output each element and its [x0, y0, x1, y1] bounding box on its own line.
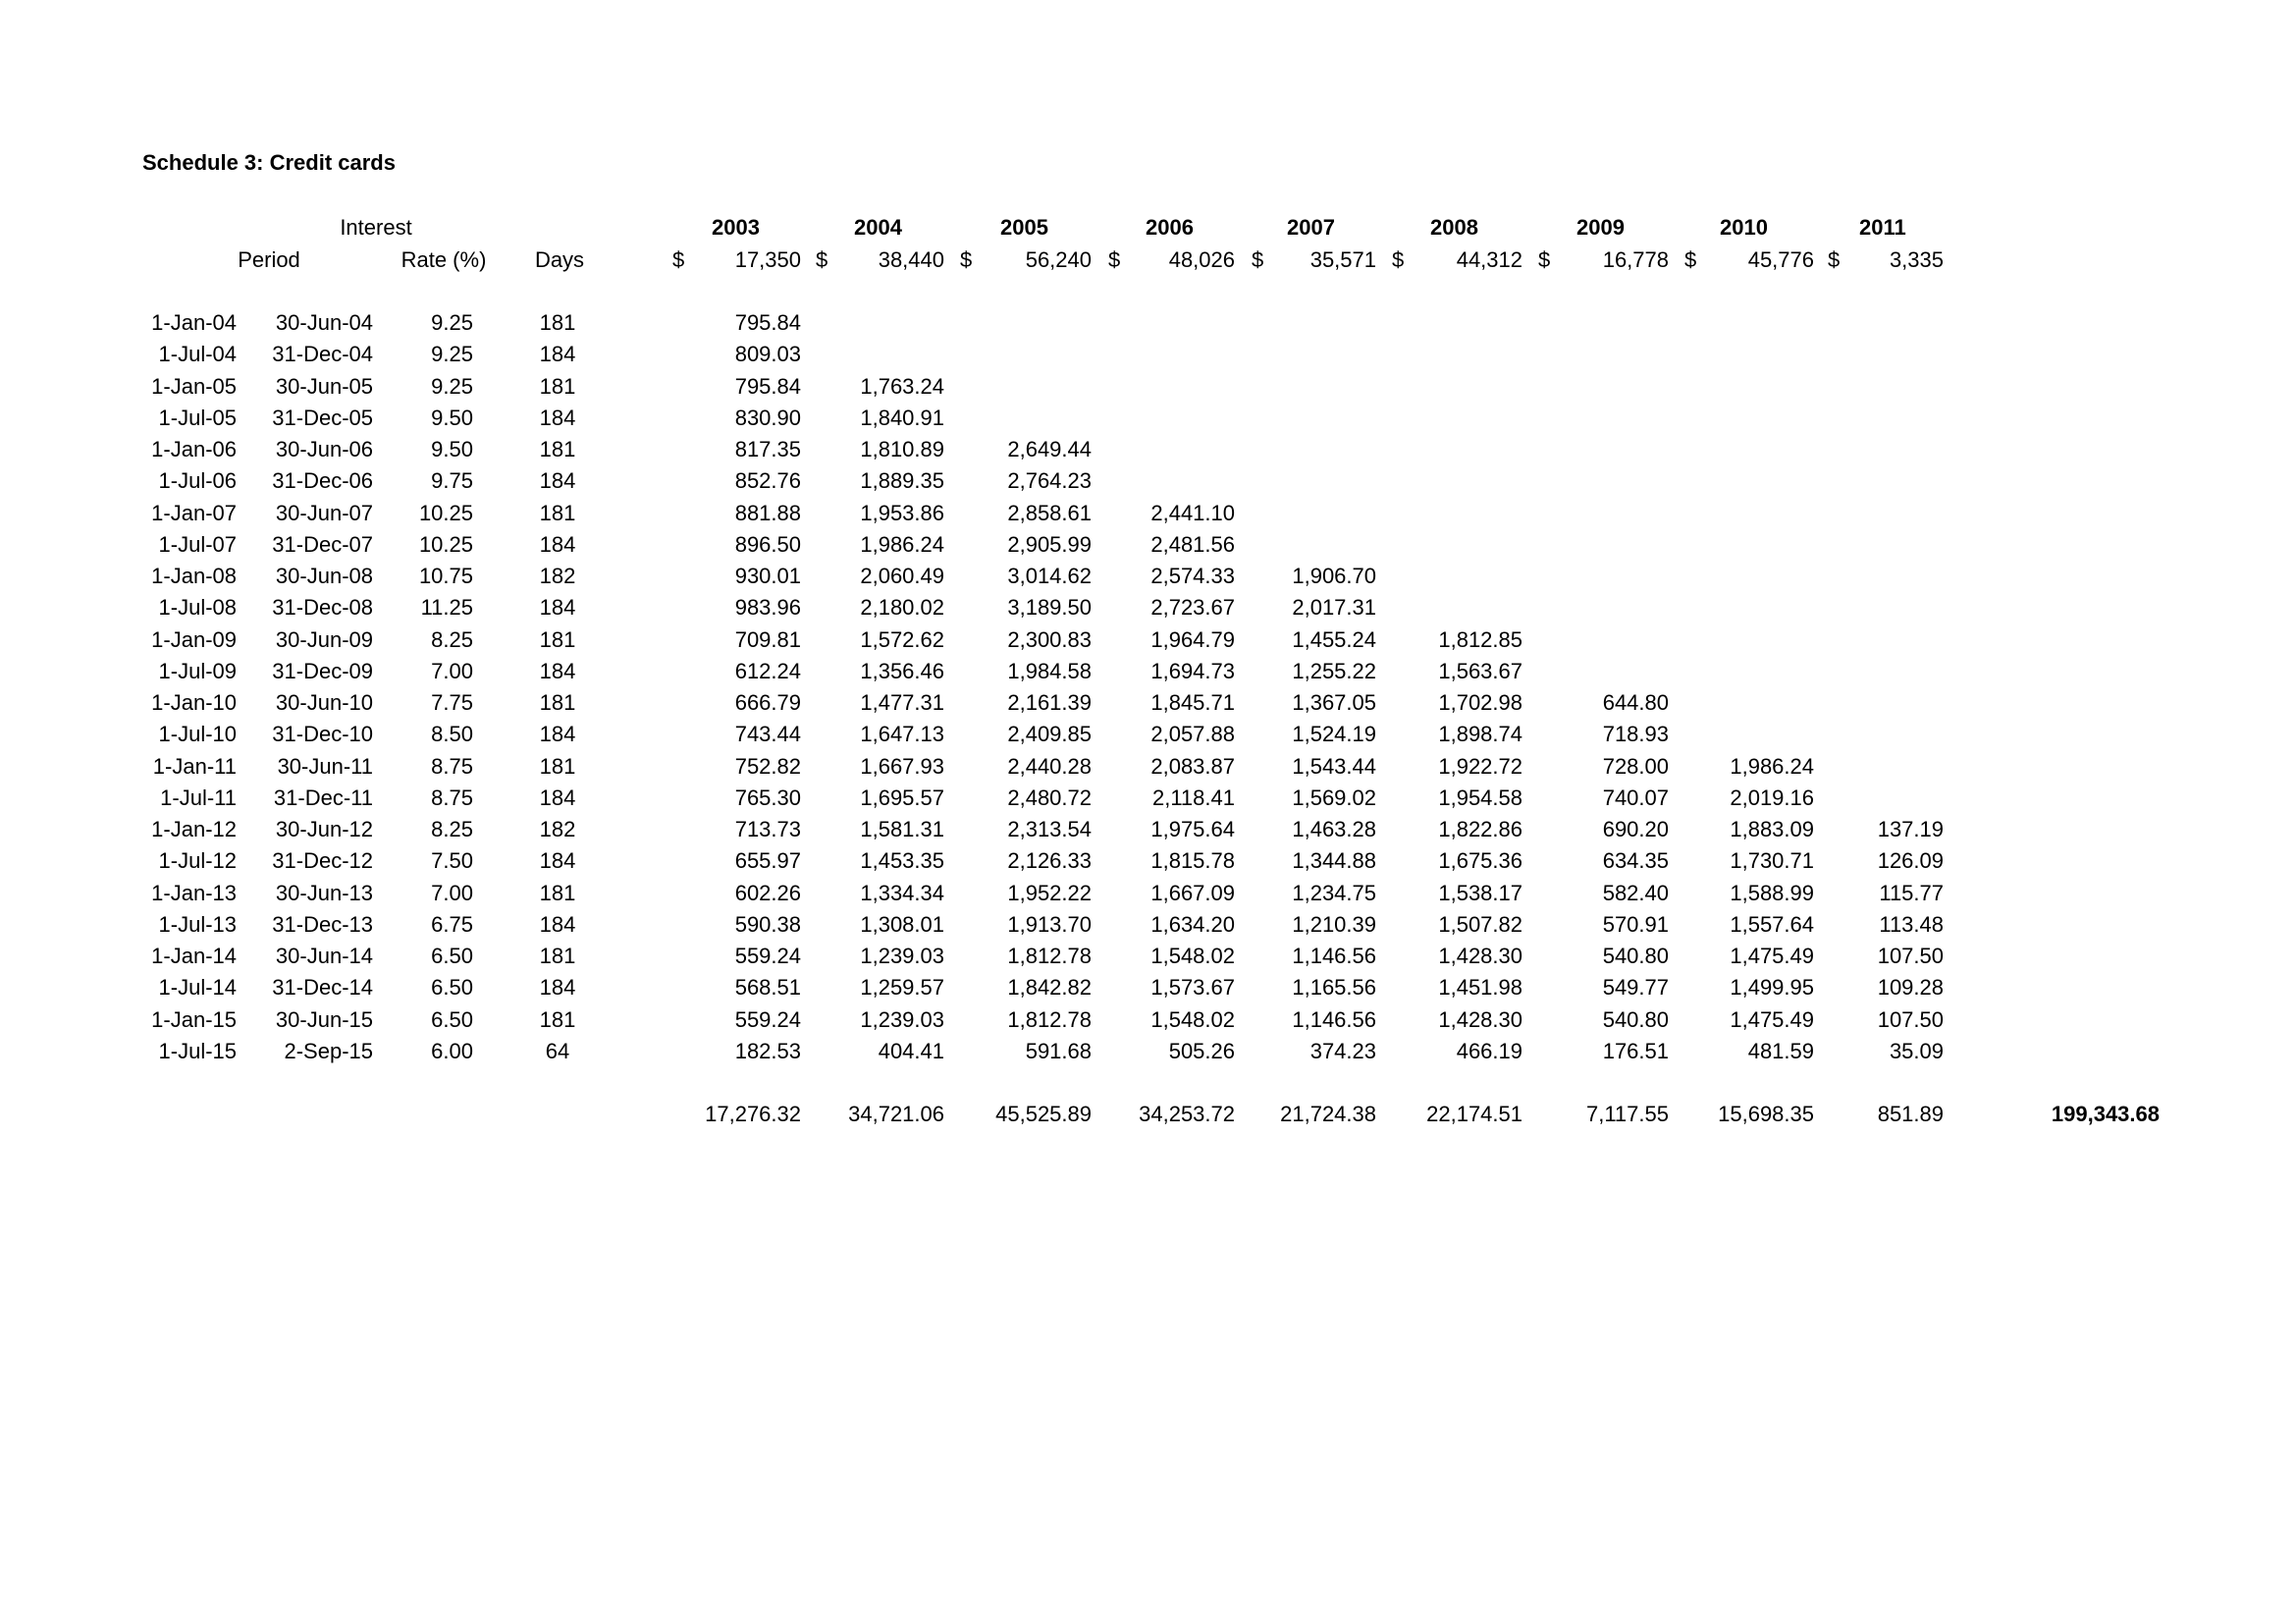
interest-value: 568.51: [734, 975, 801, 1001]
period-start-date: 1-Jul-14: [158, 975, 237, 1001]
days-count: 181: [539, 626, 576, 652]
period-start-date: 1-Jan-05: [151, 373, 237, 399]
interest-value: 602.26: [734, 880, 801, 905]
interest-value: 1,367.05: [1292, 690, 1376, 715]
interest-value: 830.90: [734, 405, 801, 430]
interest-value: 1,524.19: [1292, 722, 1376, 747]
interest-value: 1,308.01: [860, 911, 944, 937]
interest-value: 1,548.02: [1150, 1006, 1235, 1032]
interest-value: 1,695.57: [860, 785, 944, 810]
days-count: 181: [539, 1006, 576, 1032]
interest-value: 1,588.99: [1730, 880, 1814, 905]
currency-symbol: $: [960, 247, 973, 272]
interest-value: 1,572.62: [860, 626, 944, 652]
interest-value: 107.50: [1877, 944, 1944, 968]
interest-value: 718.93: [1602, 722, 1669, 747]
interest-value: 740.07: [1602, 785, 1669, 810]
period-start-date: 1-Jan-15: [151, 1006, 237, 1032]
interest-value: 809.03: [734, 342, 801, 367]
interest-value: 1,356.46: [860, 658, 944, 683]
period-end-date: 31-Dec-05: [272, 405, 373, 430]
interest-rate: 10.25: [418, 531, 473, 557]
interest-value: 1,812.78: [1007, 944, 1092, 968]
principal-amount: 45,776: [1747, 247, 1814, 272]
period-start-date: 1-Jul-05: [158, 405, 237, 430]
days-count: 182: [539, 817, 576, 841]
interest-value: 930.01: [734, 564, 801, 588]
interest-value: 2,574.33: [1150, 564, 1235, 588]
column-total: 17,276.32: [705, 1102, 801, 1126]
interest-value: 1,667.93: [860, 753, 944, 779]
interest-value: 690.20: [1602, 817, 1669, 841]
interest-rate: 8.75: [431, 753, 473, 779]
interest-value: 591.68: [1025, 1038, 1092, 1063]
year-header: 2004: [854, 215, 902, 240]
period-start-date: 1-Jan-12: [151, 817, 237, 841]
period-end-date: 30-Jun-06: [275, 437, 373, 461]
days-count: 184: [539, 848, 576, 874]
interest-value: 1,557.64: [1730, 911, 1814, 937]
interest-value: 126.09: [1877, 848, 1944, 874]
currency-symbol: $: [816, 247, 828, 272]
interest-value: 1,954.58: [1438, 785, 1522, 810]
interest-rate: 6.50: [431, 1006, 473, 1032]
interest-value: 540.80: [1602, 1006, 1669, 1032]
interest-value: 466.19: [1456, 1038, 1522, 1063]
interest-value: 655.97: [734, 848, 801, 874]
interest-value: 1,815.78: [1150, 848, 1235, 874]
interest-value: 1,953.86: [860, 500, 944, 525]
year-header: 2010: [1720, 215, 1768, 240]
period-end-date: 2-Sep-15: [284, 1038, 373, 1063]
days-count: 181: [539, 880, 576, 905]
period-header: Period: [238, 247, 300, 272]
days-count: 184: [539, 468, 576, 494]
interest-value: 2,019.16: [1730, 785, 1814, 810]
interest-rate: 10.75: [418, 564, 473, 588]
interest-rate: 7.00: [431, 880, 473, 905]
column-total: 7,117.55: [1585, 1102, 1669, 1126]
interest-value: 896.50: [734, 531, 801, 557]
days-header: Days: [534, 247, 585, 272]
period-end-date: 30-Jun-15: [275, 1006, 373, 1032]
interest-value: 1,647.13: [860, 722, 944, 747]
period-start-date: 1-Jan-09: [151, 626, 237, 652]
period-end-date: 31-Dec-09: [272, 658, 373, 683]
period-start-date: 1-Jul-10: [158, 722, 237, 747]
interest-rate: 11.25: [420, 595, 473, 621]
interest-value: 1,842.82: [1007, 975, 1092, 1001]
interest-value: 1,812.78: [1007, 1006, 1092, 1032]
interest-value: 2,764.23: [1007, 468, 1092, 494]
interest-value: 1,975.64: [1150, 817, 1235, 841]
interest-rate: 6.50: [431, 975, 473, 1001]
interest-value: 1,538.17: [1438, 880, 1522, 905]
interest-rate: 9.75: [431, 468, 473, 494]
period-start-date: 1-Jul-09: [158, 658, 237, 683]
interest-value: 2,180.02: [860, 595, 944, 621]
interest-value: 549.77: [1602, 975, 1669, 1001]
interest-rate: 9.50: [431, 437, 473, 461]
interest-value: 2,723.67: [1150, 595, 1235, 621]
interest-value: 1,563.67: [1438, 658, 1522, 683]
interest-value: 817.35: [734, 437, 801, 461]
period-start-date: 1-Jan-04: [151, 310, 237, 335]
interest-rate: 7.00: [431, 658, 473, 683]
interest-value: 983.96: [734, 595, 801, 621]
interest-value: 1,581.31: [860, 817, 944, 841]
interest-value: 2,440.28: [1007, 753, 1092, 779]
interest-value: 1,428.30: [1438, 944, 1522, 968]
period-start-date: 1-Jan-08: [151, 564, 237, 588]
days-count: 181: [539, 310, 576, 335]
interest-value: 2,161.39: [1007, 690, 1092, 715]
interest-value: 374.23: [1309, 1038, 1376, 1063]
interest-value: 795.84: [734, 373, 801, 399]
interest-value: 644.80: [1602, 690, 1669, 715]
interest-value: 852.76: [734, 468, 801, 494]
interest-value: 1,952.22: [1007, 880, 1092, 905]
days-count: 181: [539, 437, 576, 461]
interest-value: 728.00: [1602, 753, 1669, 779]
days-count: 184: [539, 722, 576, 747]
interest-value: 713.73: [734, 817, 801, 841]
interest-value: 1,475.49: [1730, 1006, 1814, 1032]
currency-symbol: $: [1684, 247, 1697, 272]
period-end-date: 30-Jun-11: [277, 753, 373, 779]
period-start-date: 1-Jul-13: [158, 911, 237, 937]
principal-amount: 44,312: [1456, 247, 1522, 272]
interest-rate: 9.50: [431, 405, 473, 430]
interest-value: 765.30: [734, 785, 801, 810]
interest-value: 505.26: [1168, 1038, 1235, 1063]
period-start-date: 1-Jul-11: [160, 785, 237, 810]
year-header: 2011: [1859, 215, 1906, 240]
interest-value: 540.80: [1602, 944, 1669, 968]
interest-value: 666.79: [734, 690, 801, 715]
interest-value: 2,649.44: [1007, 437, 1092, 461]
interest-rate: 10.25: [418, 500, 473, 525]
interest-value: 1,822.86: [1438, 817, 1522, 841]
interest-value: 1,451.98: [1438, 975, 1522, 1001]
interest-value: 1,883.09: [1730, 817, 1814, 841]
period-start-date: 1-Jul-08: [158, 595, 237, 621]
interest-value: 881.88: [734, 500, 801, 525]
interest-value: 1,906.70: [1292, 564, 1376, 588]
period-start-date: 1-Jan-11: [152, 753, 237, 779]
interest-value: 1,234.75: [1292, 880, 1376, 905]
column-total: 15,698.35: [1718, 1102, 1814, 1126]
interest-value: 176.51: [1602, 1038, 1669, 1063]
column-total: 21,724.38: [1280, 1102, 1376, 1126]
interest-value: 559.24: [734, 944, 801, 968]
interest-rate: 9.25: [431, 373, 473, 399]
column-total: 22,174.51: [1426, 1102, 1522, 1126]
interest-value: 570.91: [1602, 911, 1669, 937]
days-count: 184: [539, 531, 576, 557]
interest-value: 182.53: [734, 1038, 801, 1063]
interest-value: 1,913.70: [1007, 911, 1092, 937]
interest-value: 1,548.02: [1150, 944, 1235, 968]
interest-value: 1,569.02: [1292, 785, 1376, 810]
currency-symbol: $: [1538, 247, 1551, 272]
period-end-date: 30-Jun-09: [275, 626, 373, 652]
interest-value: 2,441.10: [1150, 500, 1235, 525]
interest-value: 2,118.41: [1151, 785, 1235, 810]
interest-value: 109.28: [1877, 975, 1944, 1001]
period-start-date: 1-Jul-06: [158, 468, 237, 494]
interest-value: 3,189.50: [1007, 595, 1092, 621]
currency-symbol: $: [1252, 247, 1264, 272]
interest-value: 1,840.91: [860, 405, 944, 430]
period-end-date: 30-Jun-10: [275, 690, 373, 715]
interest-value: 2,409.85: [1007, 722, 1092, 747]
interest-rate: 6.50: [431, 944, 473, 968]
interest-value: 1,763.24: [860, 373, 944, 399]
interest-value: 1,477.31: [860, 690, 944, 715]
period-end-date: 30-Jun-08: [275, 564, 373, 588]
interest-value: 1,239.03: [860, 944, 944, 968]
principal-amount: 56,240: [1025, 247, 1092, 272]
interest-value: 1,475.49: [1730, 944, 1814, 968]
interest-value: 1,334.34: [860, 880, 944, 905]
period-start-date: 1-Jul-12: [158, 848, 237, 874]
column-total: 851.89: [1877, 1102, 1944, 1126]
interest-rate: 7.75: [431, 690, 473, 715]
interest-value: 1,964.79: [1150, 626, 1235, 652]
period-end-date: 31-Dec-10: [272, 722, 373, 747]
days-count: 181: [539, 690, 576, 715]
period-end-date: 30-Jun-07: [275, 500, 373, 525]
interest-value: 1,259.57: [860, 975, 944, 1001]
interest-rate: 8.50: [431, 722, 473, 747]
interest-value: 1,499.95: [1730, 975, 1814, 1001]
period-end-date: 31-Dec-04: [272, 342, 373, 367]
currency-symbol: $: [1108, 247, 1121, 272]
schedule-title: Schedule 3: Credit cards: [142, 150, 396, 175]
interest-rate: 8.75: [431, 785, 473, 810]
interest-value: 1,922.72: [1438, 753, 1522, 779]
period-end-date: 30-Jun-13: [275, 880, 373, 905]
interest-value: 1,463.28: [1292, 817, 1376, 841]
column-total: 34,721.06: [848, 1102, 944, 1126]
interest-value: 2,057.88: [1150, 722, 1235, 747]
interest-value: 1,845.71: [1150, 690, 1235, 715]
interest-value: 795.84: [734, 310, 801, 335]
days-count: 184: [539, 911, 576, 937]
interest-value: 1,702.98: [1438, 690, 1522, 715]
year-header: 2009: [1576, 215, 1625, 240]
currency-symbol: $: [672, 247, 685, 272]
interest-value: 752.82: [734, 753, 801, 779]
column-total: 34,253.72: [1139, 1102, 1235, 1126]
interest-value: 1,812.85: [1438, 626, 1522, 652]
interest-value: 2,480.72: [1007, 785, 1092, 810]
period-end-date: 30-Jun-12: [275, 817, 373, 841]
column-total: 45,525.89: [995, 1102, 1092, 1126]
days-count: 64: [545, 1038, 570, 1063]
period-start-date: 1-Jan-06: [151, 437, 237, 461]
interest-rate: 9.25: [431, 310, 473, 335]
interest-value: 1,986.24: [860, 531, 944, 557]
interest-value: 1,898.74: [1438, 722, 1522, 747]
year-header: 2006: [1146, 215, 1194, 240]
interest-value: 1,730.71: [1730, 848, 1814, 874]
days-count: 182: [539, 564, 576, 588]
principal-amount: 38,440: [878, 247, 944, 272]
days-count: 181: [539, 500, 576, 525]
period-start-date: 1-Jul-07: [158, 531, 237, 557]
period-end-date: 30-Jun-05: [275, 373, 373, 399]
interest-value: 137.19: [1877, 817, 1944, 841]
interest-value: 1,675.36: [1438, 848, 1522, 874]
interest-header: Interest: [340, 215, 412, 240]
interest-value: 107.50: [1877, 1006, 1944, 1032]
currency-symbol: $: [1392, 247, 1405, 272]
year-header: 2008: [1430, 215, 1478, 240]
interest-value: 1,984.58: [1007, 658, 1092, 683]
principal-amount: 48,026: [1168, 247, 1235, 272]
interest-value: 1,634.20: [1150, 911, 1235, 937]
interest-value: 404.41: [878, 1038, 944, 1063]
interest-value: 1,344.88: [1292, 848, 1376, 874]
period-start-date: 1-Jul-04: [158, 342, 237, 367]
interest-value: 1,543.44: [1292, 753, 1376, 779]
interest-value: 115.77: [1879, 880, 1944, 905]
principal-amount: 3,335: [1889, 247, 1944, 272]
interest-value: 113.48: [1879, 911, 1944, 937]
currency-symbol: $: [1828, 247, 1841, 272]
days-count: 181: [539, 944, 576, 968]
interest-value: 559.24: [734, 1006, 801, 1032]
interest-value: 2,905.99: [1007, 531, 1092, 557]
interest-value: 1,986.24: [1730, 753, 1814, 779]
interest-value: 2,060.49: [860, 564, 944, 588]
days-count: 184: [539, 785, 576, 810]
interest-value: 1,573.67: [1150, 975, 1235, 1001]
interest-value: 35.09: [1889, 1038, 1944, 1063]
interest-rate: 9.25: [431, 342, 473, 367]
interest-value: 1,428.30: [1438, 1006, 1522, 1032]
interest-value: 2,083.87: [1150, 753, 1235, 779]
interest-value: 3,014.62: [1007, 564, 1092, 588]
interest-value: 1,889.35: [860, 468, 944, 494]
interest-value: 481.59: [1747, 1038, 1814, 1063]
days-count: 184: [539, 405, 576, 430]
interest-value: 1,165.56: [1292, 975, 1376, 1001]
period-end-date: 31-Dec-07: [272, 531, 373, 557]
interest-value: 1,255.22: [1292, 658, 1376, 683]
interest-value: 1,210.39: [1292, 911, 1376, 937]
year-header: 2005: [1000, 215, 1048, 240]
days-count: 184: [539, 658, 576, 683]
period-start-date: 1-Jan-10: [151, 690, 237, 715]
interest-value: 2,858.61: [1007, 500, 1092, 525]
principal-amount: 35,571: [1309, 247, 1376, 272]
interest-rate: 8.25: [431, 817, 473, 841]
interest-value: 1,810.89: [860, 437, 944, 461]
days-count: 184: [539, 975, 576, 1001]
interest-value: 1,146.56: [1292, 1006, 1376, 1032]
grand-total: 199,343.68: [2051, 1102, 2160, 1126]
days-count: 184: [539, 342, 576, 367]
interest-value: 1,455.24: [1292, 626, 1376, 652]
period-end-date: 31-Dec-13: [272, 911, 373, 937]
interest-value: 634.35: [1602, 848, 1669, 874]
interest-value: 1,146.56: [1292, 944, 1376, 968]
period-start-date: 1-Jul-15: [158, 1038, 237, 1063]
days-count: 184: [539, 595, 576, 621]
interest-value: 582.40: [1602, 880, 1669, 905]
interest-value: 612.24: [734, 658, 801, 683]
days-count: 181: [539, 753, 576, 779]
interest-value: 590.38: [734, 911, 801, 937]
interest-value: 1,453.35: [860, 848, 944, 874]
principal-amount: 16,778: [1602, 247, 1669, 272]
period-end-date: 30-Jun-04: [275, 310, 373, 335]
interest-value: 2,313.54: [1007, 817, 1092, 841]
interest-value: 2,300.83: [1007, 626, 1092, 652]
interest-value: 1,239.03: [860, 1006, 944, 1032]
rate-header: Rate (%): [400, 247, 487, 272]
interest-value: 743.44: [734, 722, 801, 747]
period-end-date: 31-Dec-12: [272, 848, 373, 874]
interest-rate: 6.75: [431, 911, 473, 937]
interest-rate: 6.00: [431, 1038, 473, 1063]
year-header: 2007: [1287, 215, 1335, 240]
interest-value: 1,694.73: [1150, 658, 1235, 683]
year-header: 2003: [712, 215, 760, 240]
interest-rate: 7.50: [431, 848, 473, 874]
period-start-date: 1-Jan-07: [151, 500, 237, 525]
interest-value: 709.81: [734, 626, 801, 652]
interest-value: 1,667.09: [1150, 880, 1235, 905]
principal-amount: 17,350: [734, 247, 801, 272]
period-end-date: 30-Jun-14: [275, 944, 373, 968]
period-start-date: 1-Jan-14: [151, 944, 237, 968]
interest-value: 2,126.33: [1007, 848, 1092, 874]
period-end-date: 31-Dec-14: [272, 975, 373, 1001]
interest-value: 1,507.82: [1438, 911, 1522, 937]
interest-value: 2,481.56: [1150, 531, 1235, 557]
period-start-date: 1-Jan-13: [151, 880, 237, 905]
days-count: 181: [539, 373, 576, 399]
period-end-date: 31-Dec-11: [273, 785, 373, 810]
interest-value: 2,017.31: [1292, 595, 1376, 621]
period-end-date: 31-Dec-06: [272, 468, 373, 494]
interest-rate: 8.25: [431, 626, 473, 652]
period-end-date: 31-Dec-08: [272, 595, 373, 621]
